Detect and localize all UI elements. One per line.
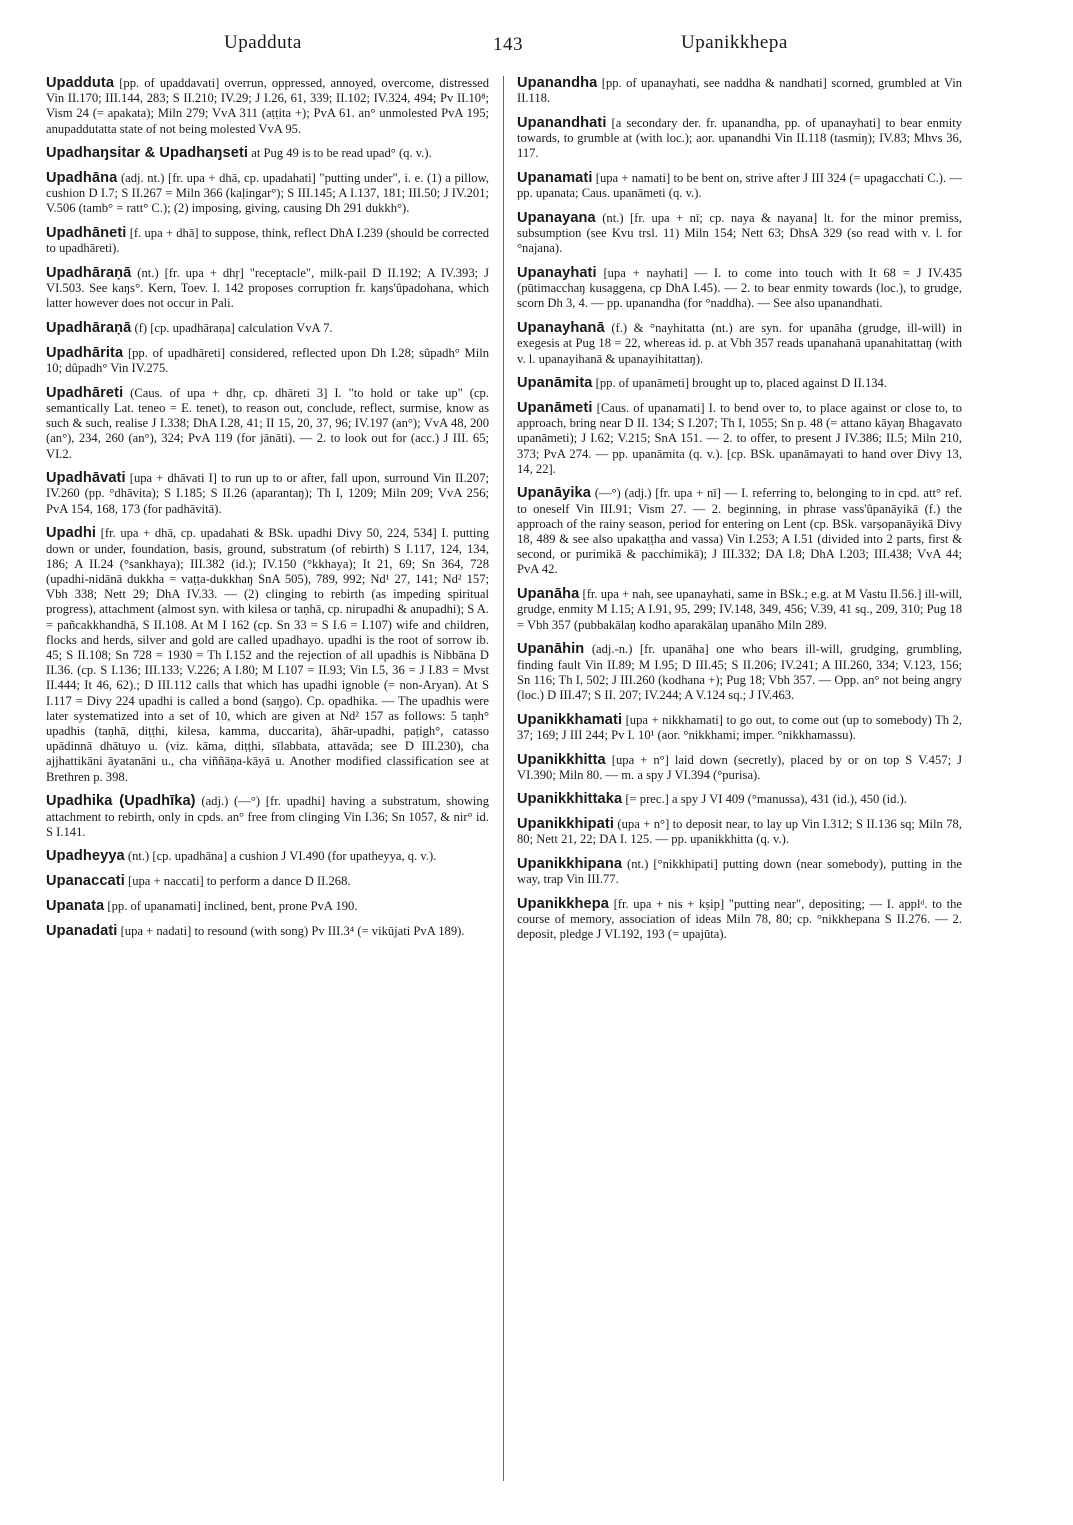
dictionary-entry	[46, 226, 489, 256]
dictionary-entry	[46, 386, 489, 462]
entry-headword: Upanata	[46, 897, 105, 914]
entry-definition: (—°) (adj.) [fr. upa + nī] — I. referring to, belonging to in cpd. att° ref. to oneself Vin III.91; Vism 27. — 2. beginning, in phrase vass'ûpanāyikā (f.) the approach of the rainy season, period for entering on Lent (cp. BSk. varṣopanāyikā Divy 18, 489 & see also upakaṭṭha and vassa) Vin I.253; A I.51 (divided into 2 parts, first & second, or purimikā & pacchimikā); J III.332; DA I.8; DhA I.203; III.438; VvA 44; PvA 42.	[517, 486, 962, 577]
column-divider	[503, 76, 504, 1481]
entry-definition: [= prec.] a spy J VI 409 (°manussa), 431 (id.), 450 (id.).	[622, 792, 907, 807]
dictionary-entry	[517, 171, 962, 201]
entry-definition: (adj.) (—°) [fr. upadhi] having a substratum, showing attachment to rebirth, only in cpds. an° free from clinging Vin I.36; Sn 1057, & nir° id. S I.141.	[46, 794, 489, 839]
dictionary-entry	[46, 849, 489, 864]
entry-headword: Upanikkhipati	[517, 816, 614, 833]
entry-headword: Upanāyika	[517, 485, 591, 502]
entry-definition: [upa + naccati] to perform a dance D II.268.	[124, 874, 351, 889]
entry-definition: [upa + nadati] to resound (with song) Pv III.3⁴ (= vikūjati PvA 189).	[117, 923, 465, 938]
entry-definition: [upa + n°] laid down (secretly), placed by or on top S V.457; J VI.390; Miln 80. — m. a spy J VI.394 (°purisa).	[517, 752, 962, 782]
entry-definition: [pp. of upanamati] inclined, bent, prone PvA 190.	[104, 898, 358, 913]
dictionary-entry	[517, 211, 962, 257]
entry-headword: Upanāha	[517, 586, 580, 603]
entry-definition: [upa + nayhati] — I. to come into touch with It 68 = J IV.435 (pūtimacchaŋ kusaggena, cp DhA I.45). — 2. to bear enmity towards (loc.), to grudge, scorn Dh 3, 4. — pp. upanandha (for °naddha). — See also upanandhati.	[517, 266, 962, 311]
entry-headword: Upanikkhipana	[517, 856, 623, 873]
entry-headword: Upanayhanā	[517, 320, 605, 337]
dictionary-entry	[46, 924, 489, 939]
entry-definition: [fr. upa + dhā, cp. upadahati & BSk. upadhi Divy 50, 224, 534] I. putting down or under, foundation, basis, ground, substratum (of rebirth) S I.117, 124, 134, 186; A II.24 (°sankhaya); III.382 (id.); IV.150 (°kkhaya); It 21, 69; Sn 364, 728 (upadhi-nidānā dukkha = vaṭṭa-dukkhaŋ SnA 505), 789, 992; Nd¹ 27, 141; Nd² 157; Vbh 338; Nett 29; DhA IV.33. — (2) clinging to rebirth (as impeding spiritual progress), attachment (almost syn. with kilesa or taṇhā, cp. nirupadhi & anupadhi); S A. = pañcakkhandhā, S II.108. At M I 162 (cp. Sn 33 = S I.6 = I.107) wife and children, flocks and herds, silver and gold are called upadhayo. upadhi is the root of sorrow ib. 45; S II.108; Sn 728 = 1930 = Th I.152 and the rejection of all upadhis is Nibbāna D II.36. (cp. S I.136; III.133; V.226; A I.80; M I.107 = II.93; Vin I.5, 36 = J I.83 = Mvst II.444; It 46, 62).; D III.112 calls that which has upadhi ignoble (= non-Aryan). At S I.117 = Divy 224 upadhi is called a bond (saŋgo). Cp. opadhika. — The upadhis were later systematized into a set of 10, which are given at Nd² 157 as follows: 5 taṇh° upadhis (taṇhā, diṭṭhi, kilesa, kamma, duccarita), āhār-upadhi, paṭigh°, catasso upādinnā dhātuyo u. (viz. kāma, diṭṭhi, sīlabbata, attavāda; see D III.230), cha ajjhattikāni āyatanāni u., cha viññāṇa-kāyā u. Another modified classification see at Brethren p. 398.	[46, 526, 489, 784]
entry-definition: [upa + dhāvati I] to run up to or after, fall upon, surround Vin II.207; IV.260 (pp. °dhāvita); S I.185; S II.26 (aparantaŋ); Th I, 1209; Miln 209; VvA 256; PvA 154, 168, 173 (for padhāvitā).	[46, 471, 489, 516]
entry-headword: Upanayhati	[517, 265, 597, 282]
left-column	[46, 76, 489, 948]
entry-definition: [fr. upa + nis + kṣip] "putting near", depositing; — I. applᵈ. to the course of memory, association of ideas Miln 78, 80; cp. °nikkhepana S II.276. — 2. deposit, pledge J VI.192, 193 (= upajūta).	[517, 896, 962, 942]
dictionary-entry	[517, 76, 962, 106]
entry-definition: [upa + nikkhamati] to go out, to come out (up to somebody) Th 2, 37; 169; J III 244; Pv I. 10¹ (aor. °nikkhami; imper. °nikkhamassu).	[517, 712, 962, 742]
entry-headword: Upadhāna	[46, 170, 118, 187]
entry-headword: Upadhārita	[46, 344, 124, 361]
entry-headword: Upadhaŋsitar & Upadhaŋseti	[46, 145, 249, 162]
entry-headword: Upanamati	[517, 170, 593, 187]
dictionary-entry	[517, 486, 962, 577]
left-guide-word: Upadduta	[224, 32, 302, 53]
entry-definition: [pp. of upanāmeti] brought up to, placed against D II.134.	[592, 376, 887, 391]
dictionary-entry	[46, 171, 489, 217]
entry-definition: (nt.) [°nikkhipati] putting down (near somebody), putting in the way, trap Vin III.77.	[517, 857, 962, 887]
entry-headword: Upadhāvati	[46, 470, 126, 487]
dictionary-entry	[46, 321, 489, 336]
entry-headword: Upanikkhitta	[517, 751, 606, 768]
entry-headword: Upanadati	[46, 922, 118, 939]
entry-definition: [Caus. of upanamati] I. to bend over to, to place against or close to, to approach, bring near D II. 134; S I.207; Th I, 1055; Sn p. 48 (= attano kāyaŋ Bhagavato upanāmeti); J I.62; V.215; SnA 151. — 2. to offer, to present J IV.386; II.5; Miln 210, 373; PvA 274. — pp. upanāmita (q. v.). [cp. BSk. upanāmayati to hand over Divy 13, 14, 22].	[517, 400, 962, 476]
dictionary-entry	[517, 321, 962, 367]
entry-headword: Upadhika (Upadhīka)	[46, 793, 196, 810]
dictionary-entry	[46, 146, 489, 161]
entry-definition: at Pug 49 is to be read upad° (q. v.).	[248, 146, 432, 161]
dictionary-entry	[517, 857, 962, 887]
entry-definition: (Caus. of upa + dhṛ, cp. dhāreti 3] I. "to hold or take up" (cp. semantically Lat. teneo = E. tenet), to reason out, conclude, reflect, surmise, know as such & such, realise J I.338; DhA I.28, 41; II 15, 20, 37, 96; IV.197 (an°); VvA 48, 200 (an°), 234, 260 (an°), 324; PvA 119 (for jānāti). — 2. to look out for (acc.) J III. 65; VI.2.	[46, 385, 489, 461]
entry-definition: (adj. nt.) [fr. upa + dhā, cp. upadahati] "putting under", i. e. (1) a pillow, cushion D I.7; S II.267 = Miln 366 (kaḷingar°); S III.145; A I.137, 181; III.50; J IV.201; V.506 (tamb° = ratt° C.); (2) imposing, giving, causing Dh 291 dukkh°).	[46, 171, 489, 216]
entry-definition: [pp. of upadhāreti] considered, reflected upon Dh I.28; sûpadh° Miln 10; dûpadh° Vin IV.275.	[46, 345, 489, 376]
entry-headword: Upanandhati	[517, 114, 607, 131]
entry-definition: (upa + n°] to deposit near, to lay up Vin I.312; S II.136 sq; Miln 78, 80; Nett 21, 22; DA I. 125. — pp. upanikkhitta (q. v.).	[517, 817, 962, 847]
entry-headword: Upanāmeti	[517, 399, 593, 416]
entry-headword: Upadhāraṇā	[46, 265, 132, 282]
entry-headword: Upanikkhepa	[517, 895, 609, 912]
dictionary-entry	[46, 346, 489, 376]
dictionary-entry	[517, 642, 962, 703]
entry-headword: Upanaccati	[46, 873, 125, 890]
entry-headword: Upadduta	[46, 75, 115, 91]
running-header	[46, 32, 966, 58]
entry-definition: (nt.) [fr. upa + nī; cp. naya & nayana] lt. for the minor premiss, subsumption (see Kvu trsl. 11) Miln 154; Nett 63; DhsA 329 (so read with v. l. for °najana).	[517, 210, 962, 256]
dictionary-entry	[46, 471, 489, 517]
entry-definition: (nt.) [cp. upadhāna] a cushion J VI.490 (for upatheyya, q. v.).	[124, 849, 437, 864]
dictionary-entry	[517, 792, 962, 807]
entry-headword: Upadhāraṇā	[46, 320, 132, 337]
entry-definition: [pp. of upanayhati, see naddha & nandhati] scorned, grumbled at Vin II.118.	[517, 76, 962, 106]
dictionary-entry	[517, 376, 962, 391]
right-guide-word: Upanikkhepa	[681, 32, 788, 53]
entry-definition: (adj.-n.) [fr. upanāha] one who bears ill-will, grudging, grumbling, finding fault Vin II.89; M I.95; D III.45; S II.206; IV.241; A III.260, 334; V.123, 156; Sn 116; Th I, 502; J III.260 (kodhana +); Pug 18; Vbh 357. — Opp. an° not being angry (loc.) D III.47; S II. 207; IV.244; A V.124 sq.; J IV.463.	[517, 642, 962, 702]
entry-headword: Upadhāneti	[46, 225, 127, 242]
entry-definition: [f. upa + dhā] to suppose, think, reflect DhA I.239 (should be corrected to upadhāreti).	[46, 226, 489, 256]
dictionary-entry	[517, 401, 962, 477]
entry-headword: Upadhāreti	[46, 384, 124, 401]
entry-definition: (f.) & °nayhitatta (nt.) are syn. for upanāha (grudge, ill-will) in exegesis at Pug 18 = 22, whereas id. p. at Vbh 357 reads upanahanā upanahitattaŋ (with v. l. upanayihanā & upanayihitattaŋ).	[517, 321, 962, 366]
entry-headword: Upanayana	[517, 209, 596, 226]
entry-headword: Upadheyya	[46, 848, 125, 865]
dictionary-entry	[517, 116, 962, 162]
dictionary-entry	[46, 266, 489, 312]
right-column	[517, 76, 962, 952]
entry-definition: [pp. of upaddavati] overrun, oppressed, annoyed, overcome, distressed Vin II.170; III.144, 283; S II.210; IV.29; J I.26, 61, 339; II.102; IV.324, 494; Pv II.10⁸; Vism 24 (= apakata); Miln 279; VvA 311 (aṭṭita +); PvA 61. an° unmolested PvA 195; anupaddutatta state of not being molested VvA 95.	[46, 76, 489, 136]
entry-definition: [a secondary der. fr. upanandha, pp. of upanayhati] to bear enmity towards, to grumble at (with loc.); aor. upanandhi Vin II.118 (tasmiŋ); IV.83; Mhvs 36, 117.	[517, 115, 962, 161]
entry-headword: Upadhi	[46, 525, 97, 542]
entry-headword: Upanikkhamati	[517, 711, 623, 728]
dictionary-entry	[517, 587, 962, 633]
entry-headword: Upanikkhittaka	[517, 791, 623, 808]
dictionary-entry	[46, 526, 489, 784]
dictionary-entry	[517, 713, 962, 743]
dictionary-entry	[517, 817, 962, 847]
dictionary-entry	[46, 76, 489, 137]
dictionary-entry	[517, 753, 962, 783]
entry-definition: (nt.) [fr. upa + dhṛ] "receptacle", milk-pail D II.192; A IV.393; J VI.503. See kaŋs°. Kern, Toev. I. 142 proposes corruption fr. kaŋs'ûpadohana, which latter however does not occur in Pali.	[46, 266, 489, 311]
dictionary-entry	[46, 794, 489, 840]
entry-headword: Upanandha	[517, 75, 598, 91]
entry-definition: (f) [cp. upadhāraṇa] calculation VvA 7.	[131, 321, 333, 336]
dictionary-entry	[517, 266, 962, 312]
entry-definition: [fr. upa + nah, see upanayhati, same in BSk.; e.g. at M Vastu II.56.] ill-will, grudge, enmity M I.15; A I.91, 95, 299; IV.148, 349, 456; V.39, 41 sq., 209, 310; Pug 18 = Vbh 357 (pubbakālaŋ kodho aparakālaŋ upanāho Miln 289.	[517, 587, 962, 632]
entry-headword: Upanāhin	[517, 641, 585, 658]
page-number: 143	[493, 34, 523, 55]
dictionary-entry	[46, 899, 489, 914]
entry-headword: Upanāmita	[517, 375, 593, 392]
entry-definition: [upa + namati] to be bent on, strive after J III 324 (= upagacchati C.). — pp. upanata; Caus. upanāmeti (q. v.).	[517, 171, 962, 201]
dictionary-entry	[46, 874, 489, 889]
dictionary-entry	[517, 897, 962, 943]
